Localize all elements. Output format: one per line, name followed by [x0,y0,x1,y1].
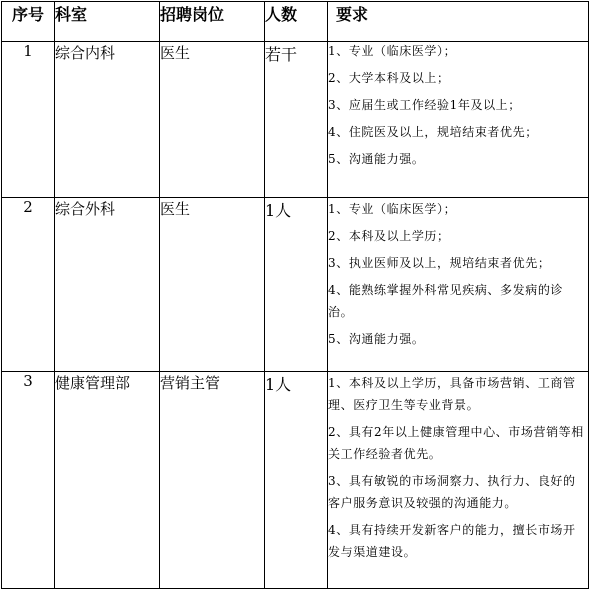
recruitment-table [1,1,589,589]
requirement-item: 2、本科及以上学历； [328,229,450,243]
row-dept: 综合内科 [55,42,160,198]
row-position: 医生 [160,198,265,372]
requirement-item: 2、大学本科及以上； [328,71,450,85]
requirement-item: 1、专业（临床医学）； [328,202,457,216]
header-requirements: 要求 [328,2,589,42]
requirement-item: 4、具有持续开发新客户的能力，擅长市场开发与渠道建设。 [328,523,576,559]
row-position: 医生 [160,42,265,198]
requirement-item: 3、应届生或工作经验1年及以上； [328,98,521,112]
header-dept: 科室 [55,2,160,42]
requirement-item: 1、本科及以上学历，具备市场营销、工商管理、医疗卫生等专业背景。 [328,376,576,412]
row-count: 1人 [265,372,328,589]
requirement-item: 5、沟通能力强。 [328,152,425,166]
requirement-item: 3、具有敏锐的市场洞察力、执行力、良好的客户服务意识及较强的沟通能力。 [328,474,576,510]
row-count: 若干 [265,42,328,198]
table-header-row [2,2,589,42]
header-count: 人数 [265,2,328,42]
row-dept: 健康管理部 [55,372,160,589]
header-no: 序号 [2,2,55,42]
requirement-item: 4、住院医及以上，规培结束者优先； [328,125,538,139]
row-no: 3 [2,372,55,589]
requirement-item: 5、沟通能力强。 [328,332,425,346]
table-row [2,372,589,589]
row-requirements [328,198,589,372]
requirement-item: 4、能熟练掌握外科常见疾病、多发病的诊治。 [328,283,564,319]
table-row [2,42,589,198]
row-dept: 综合外科 [55,198,160,372]
header-position: 招聘岗位 [160,2,265,42]
row-requirements [328,372,589,589]
row-no: 1 [2,42,55,198]
requirement-item: 2、具有2年以上健康管理中心、市场营销等相关工作经验者优先。 [328,425,584,461]
row-requirements [328,42,589,198]
row-no: 2 [2,198,55,372]
requirement-item: 1、专业（临床医学）； [328,44,457,58]
row-position: 营销主管 [160,372,265,589]
table-row [2,198,589,372]
requirement-item: 3、执业医师及以上，规培结束者优先； [328,256,551,270]
row-count: 1人 [265,198,328,372]
